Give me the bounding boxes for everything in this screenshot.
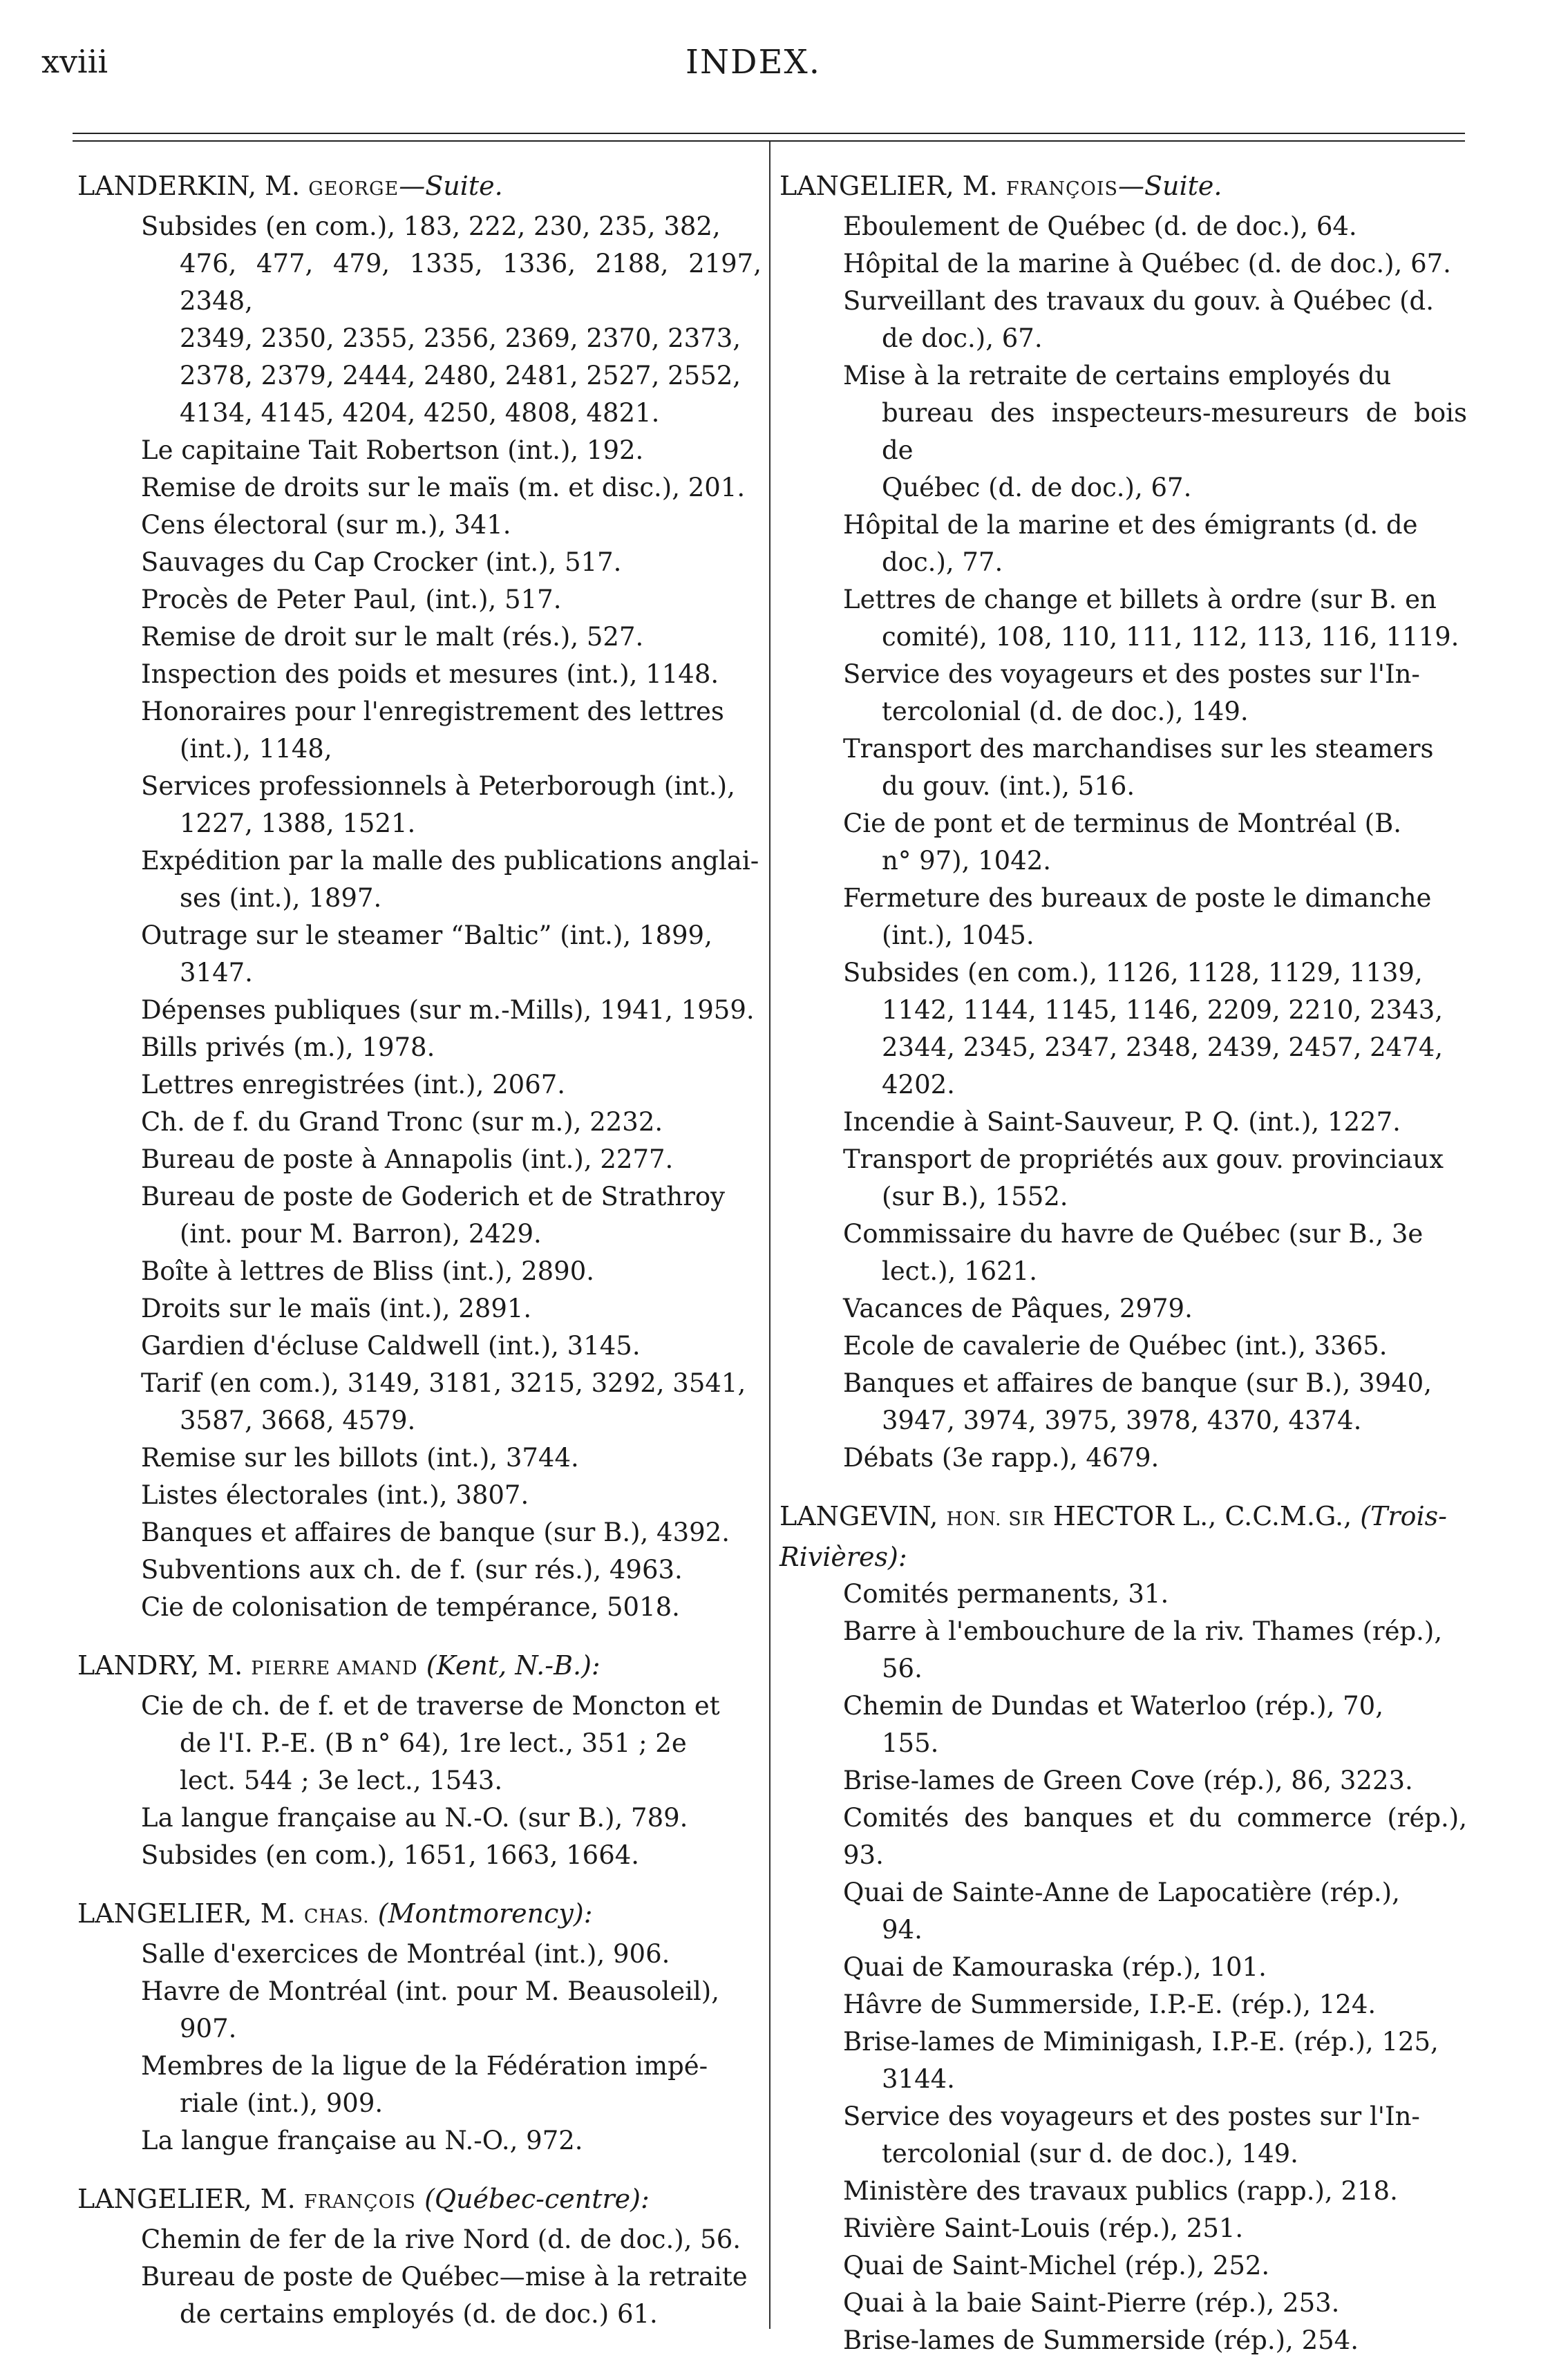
- entry-item: Gardien d'écluse Caldwell (int.), 3145.: [141, 1331, 641, 1361]
- entry-item-continuation: de certains employés (d. de doc.) 61.: [180, 2299, 658, 2329]
- entry-item: Comités permanents, 31.: [843, 1579, 1169, 1609]
- entry-given-name: FRANÇOIS: [1005, 178, 1118, 200]
- entry-heading: [779, 1498, 1467, 1576]
- entry-item: Mise à la retraite de certains employés du: [843, 361, 1392, 390]
- entry-name: LANDERKIN, M.: [77, 171, 309, 201]
- entry-item: Ch. de f. du Grand Tronc (sur m.), 2232.: [141, 1107, 663, 1137]
- entry-item-continuation: 3947, 3974, 3975, 3978, 4370, 4374.: [882, 1406, 1362, 1435]
- column-divider: [769, 142, 770, 2329]
- entry-item: Débats (3e rapp.), 4679.: [843, 1443, 1160, 1473]
- page-header: [41, 43, 1465, 91]
- entry-item: Quai de Sainte-Anne de Lapocatière (rép.),: [843, 1878, 1400, 1907]
- entry-suffix: HECTOR L., C.C.M.G.,: [1044, 1501, 1352, 1531]
- entry-item: Sauvages du Cap Crocker (int.), 517.: [141, 547, 622, 577]
- entry-item: Services professionnels à Peterborough (int.),: [141, 771, 735, 801]
- entry-item-continuation: ses (int.), 1897.: [180, 883, 382, 913]
- index-entry: [779, 1498, 1467, 2359]
- entry-item: Bureau de poste de Goderich et de Strathroy: [141, 1182, 726, 1211]
- entry-item-continuation: 2344, 2345, 2347, 2348, 2439, 2457, 2474,: [882, 1032, 1444, 1062]
- entry-item: Bills privés (m.), 1978.: [141, 1032, 435, 1062]
- entry-item-continuation: 3587, 3668, 4579.: [180, 1406, 416, 1435]
- entry-item: Surveillant des travaux du gouv. à Québec (d.: [843, 286, 1434, 316]
- entry-item: Service des voyageurs et des postes sur l'In-: [843, 659, 1420, 689]
- entry-item: Hôpital de la marine à Québec (d. de doc.), 67.: [843, 249, 1451, 278]
- entry-item: Le capitaine Tait Robertson (int.), 192.: [141, 435, 644, 465]
- entry-item: Bureau de poste de Québec—mise à la retraite: [141, 2262, 748, 2292]
- entry-item-continuation: de l'I. P.-E. (B n° 64), 1re lect., 351 ; 2e: [180, 1728, 687, 1758]
- entry-item: Droits sur le maïs (int.), 2891.: [141, 1294, 532, 1323]
- entry-item: Tarif (en com.), 3149, 3181, 3215, 3292, 3541,: [141, 1368, 746, 1398]
- entry-item: Havre de Montréal (int. pour M. Beausoleil),: [141, 1976, 719, 2006]
- entry-name: LANGELIER, M.: [77, 2184, 304, 2214]
- entry-item: Rivière Saint-Louis (rép.), 251.: [843, 2213, 1244, 2243]
- entry-item: Cie de pont et de terminus de Montréal (B.: [843, 809, 1402, 838]
- entry-item: Ecole de cavalerie de Québec (int.), 3365.: [843, 1331, 1388, 1361]
- entry-item-continuation: lect.), 1621.: [882, 1256, 1037, 1286]
- index-entry: [77, 1647, 762, 1874]
- entry-item-continuation: tercolonial (d. de doc.), 149.: [882, 697, 1249, 726]
- entry-suffix: —Suite.: [1118, 171, 1222, 201]
- entry-item: Membres de la ligue de la Fédération impé-: [141, 2051, 708, 2081]
- page-title: INDEX.: [686, 43, 821, 82]
- entry-item: Listes électorales (int.), 3807.: [141, 1480, 529, 1510]
- entry-item-continuation: 907.: [180, 2014, 237, 2043]
- entry-item: Outrage sur le steamer “Baltic” (int.), 1899,: [141, 920, 712, 950]
- entry-item: Transport des marchandises sur les steamers: [843, 734, 1434, 764]
- entry-item: Transport de propriétés aux gouv. provinciaux: [843, 1144, 1444, 1174]
- entry-item-continuation: Québec (d. de doc.), 67.: [882, 473, 1192, 502]
- entry-item: Fermeture des bureaux de poste le dimanche: [843, 883, 1432, 913]
- entry-item-continuation: de doc.), 67.: [882, 323, 1043, 353]
- entry-given-name: FRANÇOIS: [303, 2191, 416, 2213]
- entry-item-continuation: doc.), 77.: [882, 547, 1003, 577]
- entry-item-continuation: lect. 544 ; 3e lect., 1543.: [180, 1766, 503, 1795]
- entry-item-continuation: 155.: [882, 1728, 939, 1758]
- entry-given-name: HON. SIR: [946, 1509, 1045, 1530]
- entry-riding: (Québec-centre):: [416, 2184, 650, 2214]
- entry-item: Remise de droits sur le maïs (m. et disc.), 201.: [141, 473, 746, 502]
- page-number: xviii: [41, 43, 108, 80]
- entry-item-continuation: tercolonial (sur d. de doc.), 149.: [882, 2139, 1298, 2169]
- entry-item: Quai de Kamouraska (rép.), 101.: [843, 1952, 1267, 1982]
- entry-item: Comités des banques et du commerce (rép.), 93.: [843, 1803, 1467, 1870]
- entry-item: Bureau de poste à Annapolis (int.), 2277.: [141, 1144, 674, 1174]
- entry-item-continuation: 2349, 2350, 2355, 2356, 2369, 2370, 2373,: [180, 323, 741, 353]
- right-column: [779, 167, 1467, 2380]
- entry-item: Remise de droit sur le malt (rés.), 527.: [141, 622, 644, 652]
- entry-item: Vacances de Pâques, 2979.: [843, 1294, 1193, 1323]
- entry-item: Cie de ch. de f. et de traverse de Moncton et: [141, 1691, 720, 1721]
- entry-item: Expédition par la malle des publications anglai-: [141, 846, 759, 876]
- entry-item: Eboulement de Québec (d. de doc.), 64.: [843, 211, 1357, 241]
- entry-item-continuation: 2378, 2379, 2444, 2480, 2481, 2527, 2552,: [180, 361, 741, 390]
- entry-item-continuation: (sur B.), 1552.: [882, 1182, 1068, 1211]
- entry-item: Brise-lames de Green Cove (rép.), 86, 3223.: [843, 1766, 1413, 1795]
- entry-item: Subventions aux ch. de f. (sur rés.), 4963.: [141, 1555, 683, 1585]
- entry-name: LANDRY, M.: [77, 1650, 252, 1681]
- entry-item: Incendie à Saint-Sauveur, P. Q. (int.), 1227.: [843, 1107, 1401, 1137]
- entry-item: Remise sur les billots (int.), 3744.: [141, 1443, 579, 1473]
- entry-item: Dépenses publiques (sur m.-Mills), 1941, 1959.: [141, 995, 755, 1025]
- entry-item-continuation: (int.), 1045.: [882, 920, 1034, 950]
- entry-item: Boîte à lettres de Bliss (int.), 2890.: [141, 1256, 594, 1286]
- entry-item-continuation: (int.), 1148,: [180, 734, 332, 764]
- entry-item: Lettres de change et billets à ordre (sur B. en: [843, 585, 1437, 614]
- entry-item: Brise-lames de Summerside (rép.), 254.: [843, 2325, 1359, 2355]
- index-entry: [77, 2180, 762, 2333]
- entry-heading: [77, 167, 762, 208]
- index-entry: [779, 167, 1467, 1477]
- entry-item: Subsides (en com.), 1126, 1128, 1129, 1139,: [843, 958, 1423, 988]
- entry-item-continuation: n° 97), 1042.: [882, 846, 1052, 876]
- entry-item-continuation: (int. pour M. Barron), 2429.: [180, 1219, 542, 1249]
- header-rule-top: [73, 133, 1465, 134]
- entry-given-name: PIERRE AMAND: [251, 1658, 418, 1679]
- entry-given-name: CHAS.: [303, 1906, 370, 1927]
- entry-item: Cie de colonisation de tempérance, 5018.: [141, 1592, 680, 1622]
- entry-riding: (Montmorency):: [369, 1898, 593, 1929]
- entry-item-continuation: comité), 108, 110, 111, 112, 113, 116, 1119.: [882, 622, 1459, 652]
- entry-item: Inspection des poids et mesures (int.), 1148.: [141, 659, 719, 689]
- entry-item: La langue française au N.-O. (sur B.), 789.: [141, 1803, 688, 1833]
- entry-item: Barre à l'embouchure de la riv. Thames (rép.),: [843, 1616, 1443, 1646]
- entry-item-continuation: 1227, 1388, 1521.: [180, 809, 416, 838]
- entry-item: Quai de Saint-Michel (rép.), 252.: [843, 2251, 1270, 2280]
- entry-item: Ministère des travaux publics (rapp.), 218.: [843, 2176, 1398, 2206]
- entry-name: LANGELIER, M.: [77, 1898, 304, 1929]
- entry-given-name: GEORGE: [308, 178, 399, 200]
- entry-item-continuation: 94.: [882, 1915, 923, 1945]
- entry-name: LANGEVIN,: [779, 1501, 947, 1531]
- entry-heading: [77, 1895, 762, 1936]
- entry-item: Banques et affaires de banque (sur B.), 4392.: [141, 1518, 730, 1547]
- entry-item: Hâvre de Summerside, I.P.-E. (rép.), 124.: [843, 1990, 1377, 2019]
- entry-item: Brise-lames de Miminigash, I.P.-E. (rép.), 125,: [843, 2027, 1439, 2057]
- index-entry: [77, 167, 762, 1626]
- entry-item-continuation: 4134, 4145, 4204, 4250, 4808, 4821.: [180, 398, 660, 428]
- entry-riding: (Trois-Rivières):: [779, 1501, 1447, 1572]
- entry-item: Subsides (en com.), 1651, 1663, 1664.: [141, 1840, 640, 1870]
- entry-item: Commissaire du havre de Québec (sur B., 3e: [843, 1219, 1424, 1249]
- entry-item: Service des voyageurs et des postes sur l'In-: [843, 2102, 1420, 2131]
- entry-item-continuation: 1142, 1144, 1145, 1146, 2209, 2210, 2343,: [882, 995, 1444, 1025]
- entry-item-continuation: 3147.: [180, 958, 253, 988]
- entry-item: Hôpital de la marine et des émigrants (d. de: [843, 510, 1418, 540]
- entry-heading: [779, 167, 1467, 208]
- entry-item-continuation: 4202.: [882, 1070, 955, 1099]
- index-entry: [77, 1895, 762, 2160]
- entry-item: Lettres enregistrées (int.), 2067.: [141, 1070, 566, 1099]
- entry-item-continuation: 56.: [882, 1654, 923, 1683]
- entry-item: Chemin de Dundas et Waterloo (rép.), 70,: [843, 1691, 1383, 1721]
- entry-name: LANGELIER, M.: [779, 171, 1006, 201]
- entry-suffix: —Suite.: [399, 171, 503, 201]
- entry-item: Subsides (en com.), 183, 222, 230, 235, 382,: [141, 211, 721, 241]
- entry-item: Chemin de fer de la rive Nord (d. de doc.), 56.: [141, 2225, 741, 2254]
- entry-item-continuation: riale (int.), 909.: [180, 2088, 384, 2118]
- entry-item-continuation: bureau des inspecteurs-mesureurs de bois de: [882, 398, 1467, 465]
- entry-item: La langue française au N.-O., 972.: [141, 2126, 583, 2155]
- entry-item-continuation: 3144.: [882, 2064, 955, 2094]
- entry-item-continuation: du gouv. (int.), 516.: [882, 771, 1135, 801]
- entry-item: Cens électoral (sur m.), 341.: [141, 510, 511, 540]
- entry-item: Salle d'exercices de Montréal (int.), 906.: [141, 1939, 670, 1969]
- entry-item: Honoraires pour l'enregistrement des lettres: [141, 697, 724, 726]
- entry-riding: (Kent, N.-B.):: [417, 1650, 601, 1681]
- entry-heading: [77, 2180, 762, 2221]
- entry-item: Banques et affaires de banque (sur B.), 3940,: [843, 1368, 1432, 1398]
- left-column: [77, 167, 762, 2354]
- entry-item-continuation: 476, 477, 479, 1335, 1336, 2188, 2197, 2348,: [180, 249, 762, 316]
- entry-heading: [77, 1647, 762, 1688]
- entry-item: Procès de Peter Paul, (int.), 517.: [141, 585, 562, 614]
- entry-item: Quai à la baie Saint-Pierre (rép.), 253.: [843, 2288, 1340, 2318]
